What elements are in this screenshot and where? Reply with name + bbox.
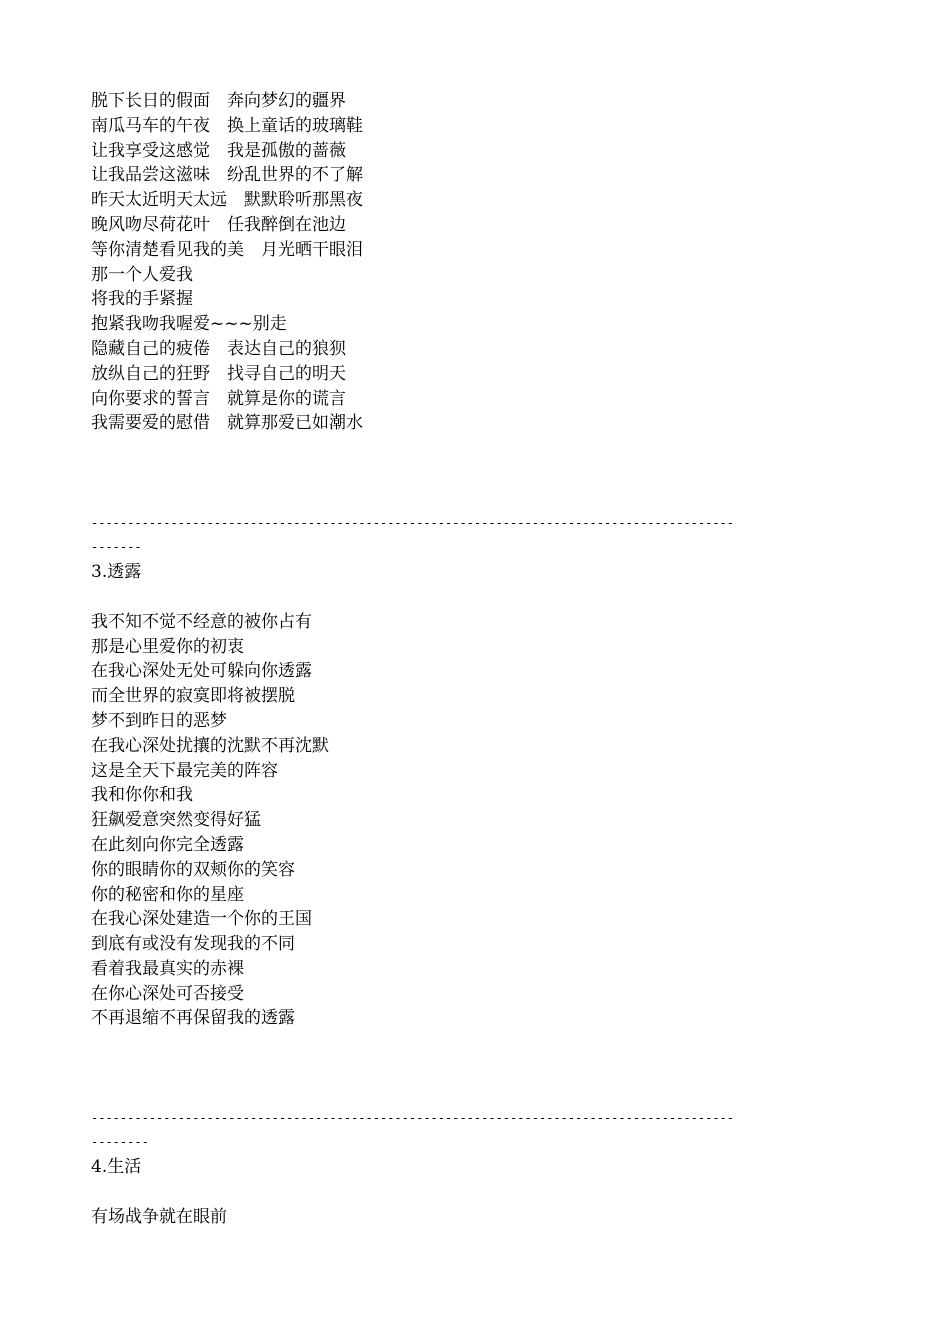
lyric-line: 那是心里爱你的初衷 xyxy=(91,636,244,657)
lyric-line: 在我心深处建造一个你的王国 xyxy=(91,909,312,930)
lyric-line: 看着我最真实的赤裸 xyxy=(91,958,244,979)
lyric-line: 南瓜马车的午夜 换上童话的玻璃鞋 xyxy=(91,115,363,136)
lyric-line: 到底有或没有发现我的不同 xyxy=(91,934,295,955)
lyric-line: 那一个人爱我 xyxy=(91,264,193,285)
section-divider xyxy=(91,1106,871,1156)
lyric-line: 隐藏自己的疲倦 表达自己的狼狈 xyxy=(91,338,346,359)
blank-line xyxy=(91,585,871,610)
lyric-line: 你的秘密和你的星座 xyxy=(91,884,244,905)
lyric-line: 在你心深处可否接受 xyxy=(91,983,244,1004)
section-title: 4.生活 xyxy=(91,1157,142,1178)
lyrics-section-2 xyxy=(91,89,871,436)
lyric-line: 让我享受这感觉 我是孤傲的蔷薇 xyxy=(91,140,346,161)
divider-line-wrap: ------- xyxy=(91,540,142,555)
lyric-line: 脱下长日的假面 奔向梦幻的疆界 xyxy=(91,91,346,111)
lyric-line: 这是全天下最完美的阵容 xyxy=(91,760,278,781)
blank-line xyxy=(91,436,871,461)
divider-line-wrap: -------- xyxy=(91,1135,149,1150)
lyric-line: 狂飙爱意突然变得好猛 xyxy=(91,810,261,831)
blank-line xyxy=(91,1056,871,1081)
lyric-line: 将我的手紧握 xyxy=(91,289,193,310)
section-title: 3.透露 xyxy=(91,562,142,583)
lyric-line: 晚风吻尽荷花叶 任我醉倒在池边 xyxy=(91,214,346,235)
lyric-line: 让我品尝这滋味 纷乱世界的不了解 xyxy=(91,165,363,186)
lyric-line: 我和你你和我 xyxy=(91,785,193,806)
lyric-line: 等你清楚看见我的美 月光晒干眼泪 xyxy=(91,239,363,260)
section-divider xyxy=(91,511,871,561)
lyric-line: 我需要爱的慰借 就算那爱已如潮水 xyxy=(91,413,363,434)
blank-line xyxy=(91,1031,871,1056)
blank-line xyxy=(91,1180,871,1205)
lyric-line: 向你要求的誓言 就算是你的谎言 xyxy=(91,388,346,409)
lyric-line: 我不知不觉不经意的被你占有 xyxy=(91,611,312,632)
divider-line: ----------------------------------------------------------------------------------------- xyxy=(91,1110,734,1125)
lyric-line: 梦不到昨日的恶梦 xyxy=(91,710,227,731)
lyrics-section-3 xyxy=(91,560,871,1031)
blank-line xyxy=(91,486,871,511)
lyric-line: 在此刻向你完全透露 xyxy=(91,834,244,855)
lyric-line: 有场战争就在眼前 xyxy=(91,1206,227,1227)
lyric-line: 而全世界的寂寞即将被摆脱 xyxy=(91,686,295,707)
lyric-line: 放纵自己的狂野 找寻自己的明天 xyxy=(91,363,346,384)
blank-line xyxy=(91,461,871,486)
lyric-line: 你的眼睛你的双颊你的笑容 xyxy=(91,859,295,880)
blank-line xyxy=(91,1081,871,1106)
lyric-line: 抱紧我吻我喔爱~~~别走 xyxy=(91,314,287,335)
divider-line: ----------------------------------------------------------------------------------------- xyxy=(91,515,734,530)
lyric-line: 在我心深处扰攘的沈默不再沈默 xyxy=(91,735,329,756)
lyrics-section-4 xyxy=(91,1155,871,1229)
lyric-line: 昨天太近明天太远 默默聆听那黑夜 xyxy=(91,190,363,211)
lyric-line: 不再退缩不再保留我的透露 xyxy=(91,1008,295,1029)
lyric-line: 在我心深处无处可躲向你透露 xyxy=(91,661,312,682)
document-page xyxy=(91,89,871,1230)
